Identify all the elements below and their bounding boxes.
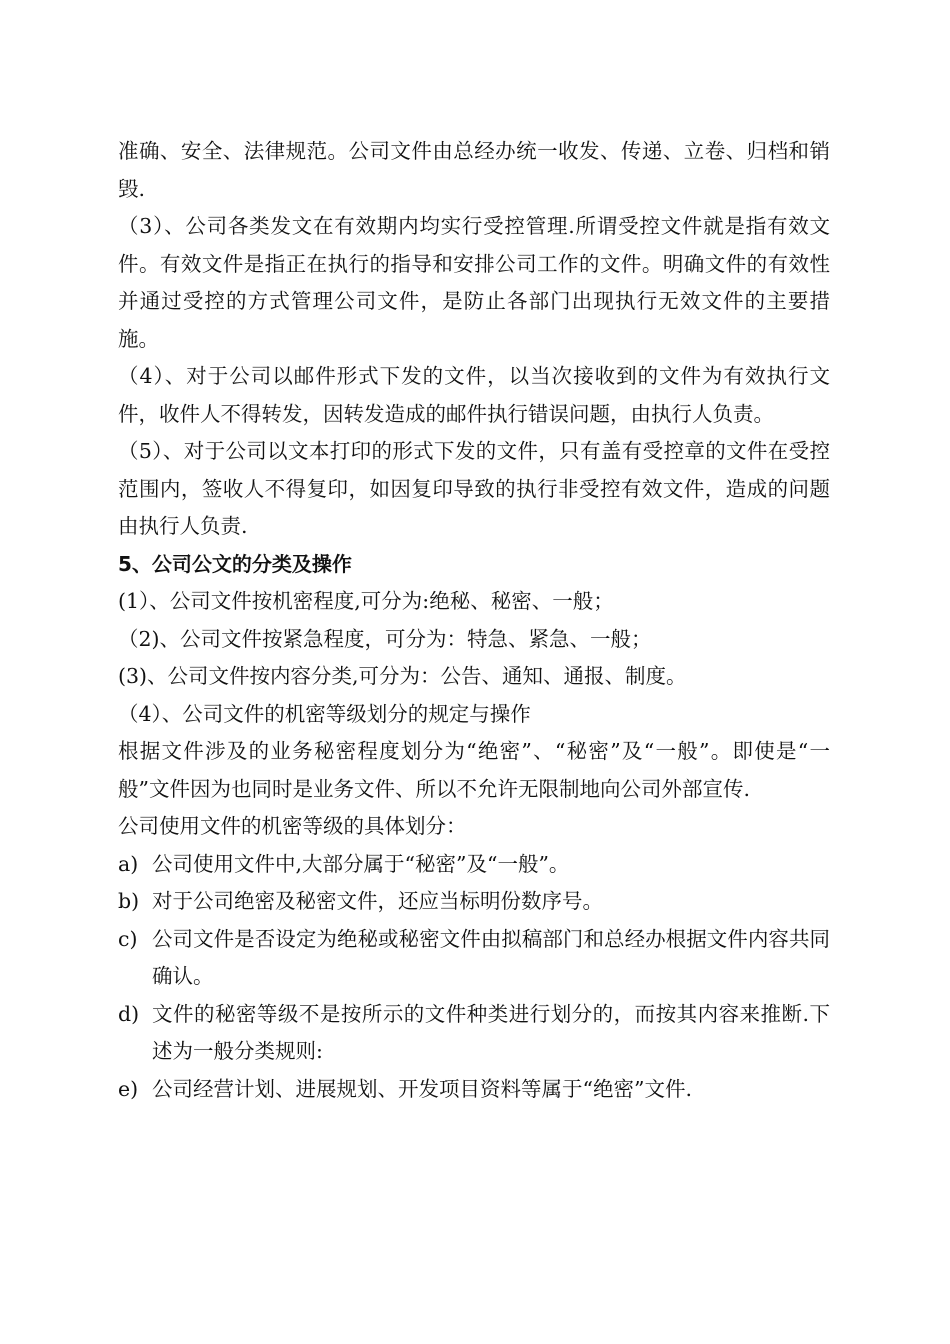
list-item: [118, 921, 830, 996]
list-item-text: 文件的秘密等级不是按所示的文件种类进行划分的，而按其内容来推断.下述为一般分类规则:: [152, 1001, 830, 1063]
list-item-text: 公司经营计划、进展规划、开发项目资料等属于“绝密”文件.: [152, 1076, 692, 1101]
list-marker: d): [118, 1001, 140, 1026]
list-item: [118, 883, 830, 921]
classification-by-content: (3)、公司文件按内容分类,可分为：公告、通知、通报、制度。: [118, 664, 687, 688]
list-marker: e): [118, 1076, 139, 1101]
secrecy-levels-intro: 公司使用文件的机密等级的具体划分：: [118, 814, 467, 838]
list-item-text: 公司文件是否设定为绝秘或秘密文件由拟稿部门和总经办根据文件内容共同确认。: [152, 926, 830, 988]
paragraph-controlled-documents: （3）、公司各类发文在有效期内均实行受控管理.所谓受控文件就是指有效文件。有效文件是指正在执行的指导和安排公司工作的文件。明确文件的有效性并通过受控的方式管理公司文件，是防止各部门出现执行无效文件的主要措施。: [118, 214, 830, 351]
paragraph-filing: 准确、安全、法律规范。公司文件由总经办统一收发、传递、立卷、归档和销毁.: [118, 139, 830, 201]
list-marker: c): [118, 926, 138, 951]
paragraph-email-documents: （4）、对于公司以邮件形式下发的文件，以当次接收到的文件为有效执行文件，收件人不得转发，因转发造成的邮件执行错误问题，由执行人负责。: [118, 364, 830, 426]
paragraph-printed-documents: （5）、对于公司以文本打印的形式下发的文件，只有盖有受控章的文件在受控范围内，签收人不得复印，如因复印导致的执行非受控有效文件，造成的问题由执行人负责.: [118, 439, 830, 538]
list-item-text: 公司使用文件中,大部分属于“秘密”及“一般”。: [152, 851, 570, 876]
classification-by-urgency: （2)、公司文件按紧急程度，可分为：特急、紧急、一般；: [118, 626, 652, 651]
classification-rules-title: （4）、公司文件的机密等级划分的规定与操作: [118, 701, 531, 726]
list-item: [118, 846, 830, 884]
list-marker: b): [118, 889, 140, 913]
list-marker: a): [118, 851, 139, 876]
document-body: [118, 133, 830, 1108]
list-item: [118, 996, 830, 1071]
secrecy-levels-paragraph: 根据文件涉及的业务秘密程度划分为“绝密”、“秘密”及“一般”。即使是“一般”文件因为也同时是业务文件、所以不允许无限制地向公司外部宣传.: [118, 739, 830, 801]
list-item-text: 对于公司绝密及秘密文件，还应当标明份数序号。: [152, 889, 603, 913]
classification-by-secrecy: (1）、公司文件按机密程度,可分为:绝秘、秘密、一般；: [118, 589, 614, 613]
list-item: [118, 1071, 830, 1109]
section-heading: 5、公司公文的分类及操作: [118, 551, 352, 576]
